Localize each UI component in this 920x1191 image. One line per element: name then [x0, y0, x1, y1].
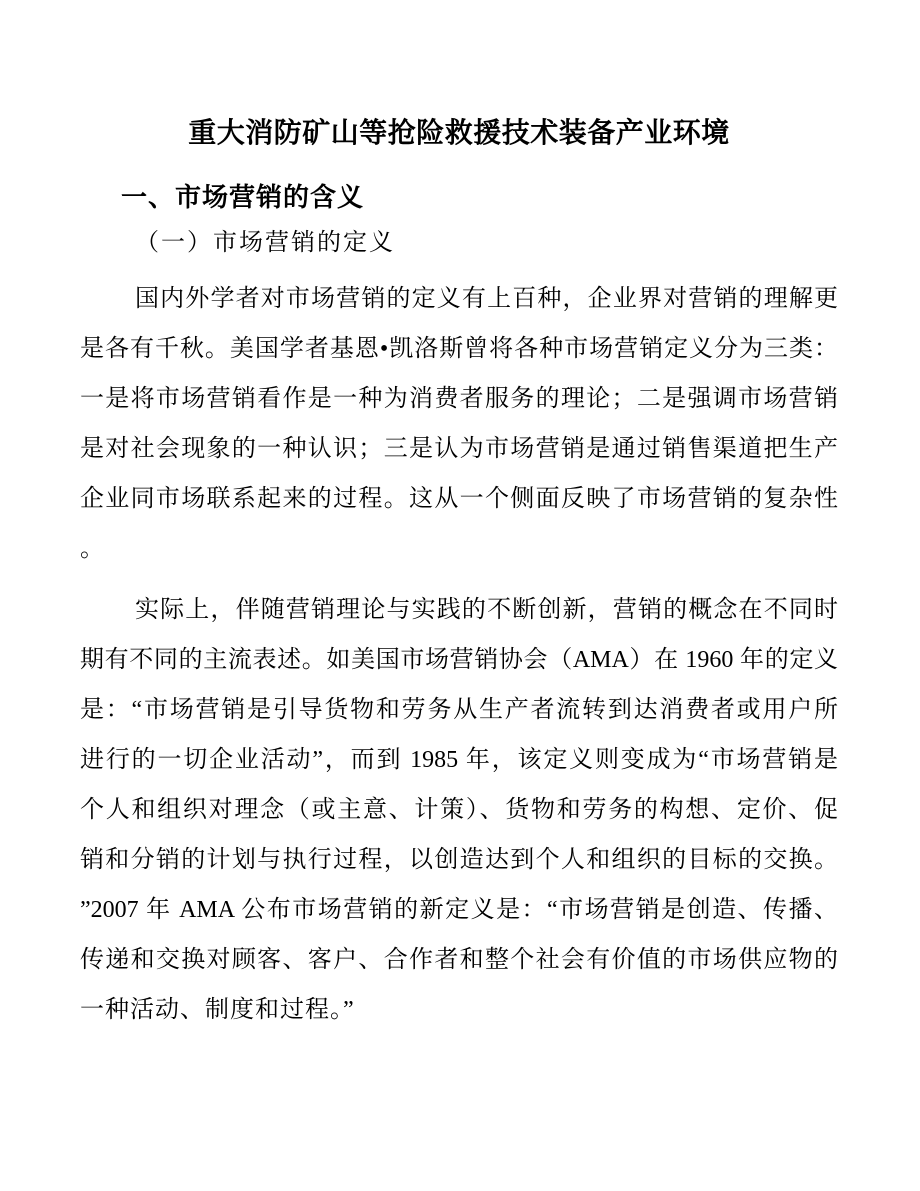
text-line: 国内外学者对市场营销的定义有上百种，企业界对营销的理解更	[135, 286, 838, 312]
text-line: 一是将市场营销看作是一种为消费者服务的理论；二是强调市场营销	[80, 386, 838, 412]
text-line: 。	[80, 536, 105, 562]
text-line: 企业同市场联系起来的过程。这从一个侧面反映了市场营销的复杂性	[80, 486, 838, 512]
text-line: 是对社会现象的一种认识；三是认为市场营销是通过销售渠道把生产	[80, 436, 838, 462]
text-line: 个人和组织对理念（或主意、计策）、货物和劳务的构想、定价、促	[80, 797, 838, 823]
page-title: 重大消防矿山等抢险救援技术装备产业环境	[188, 118, 730, 149]
text-line: 是：“市场营销是引导货物和劳务从生产者流转到达消费者或用户所	[80, 697, 838, 723]
subsection-heading: （一）市场营销的定义	[135, 230, 395, 256]
text-line: 期有不同的主流表述。如美国市场营销协会（AMA）在 1960 年的定义	[80, 647, 838, 673]
text-line: 销和分销的计划与执行过程，以创造达到个人和组织的目标的交换。	[80, 847, 838, 873]
section-heading: 一、市场营销的含义	[121, 183, 365, 212]
paragraph-1	[80, 274, 838, 574]
text-line: 进行的一切企业活动”，而到 1985 年，该定义则变成为“市场营销是	[80, 747, 838, 773]
text-line: 一种活动、制度和过程。”	[80, 997, 355, 1023]
paragraph-2	[80, 585, 838, 1035]
text-line: 传递和交换对顾客、客户、合作者和整个社会有价值的市场供应物的	[80, 947, 838, 973]
text-line: ”2007 年 AMA 公布市场营销的新定义是：“市场营销是创造、传播、	[80, 897, 838, 923]
text-line: 是各有千秋。美国学者基恩•凯洛斯曾将各种市场营销定义分为三类：	[80, 336, 838, 362]
text-line: 实际上，伴随营销理论与实践的不断创新，营销的概念在不同时	[135, 597, 838, 623]
